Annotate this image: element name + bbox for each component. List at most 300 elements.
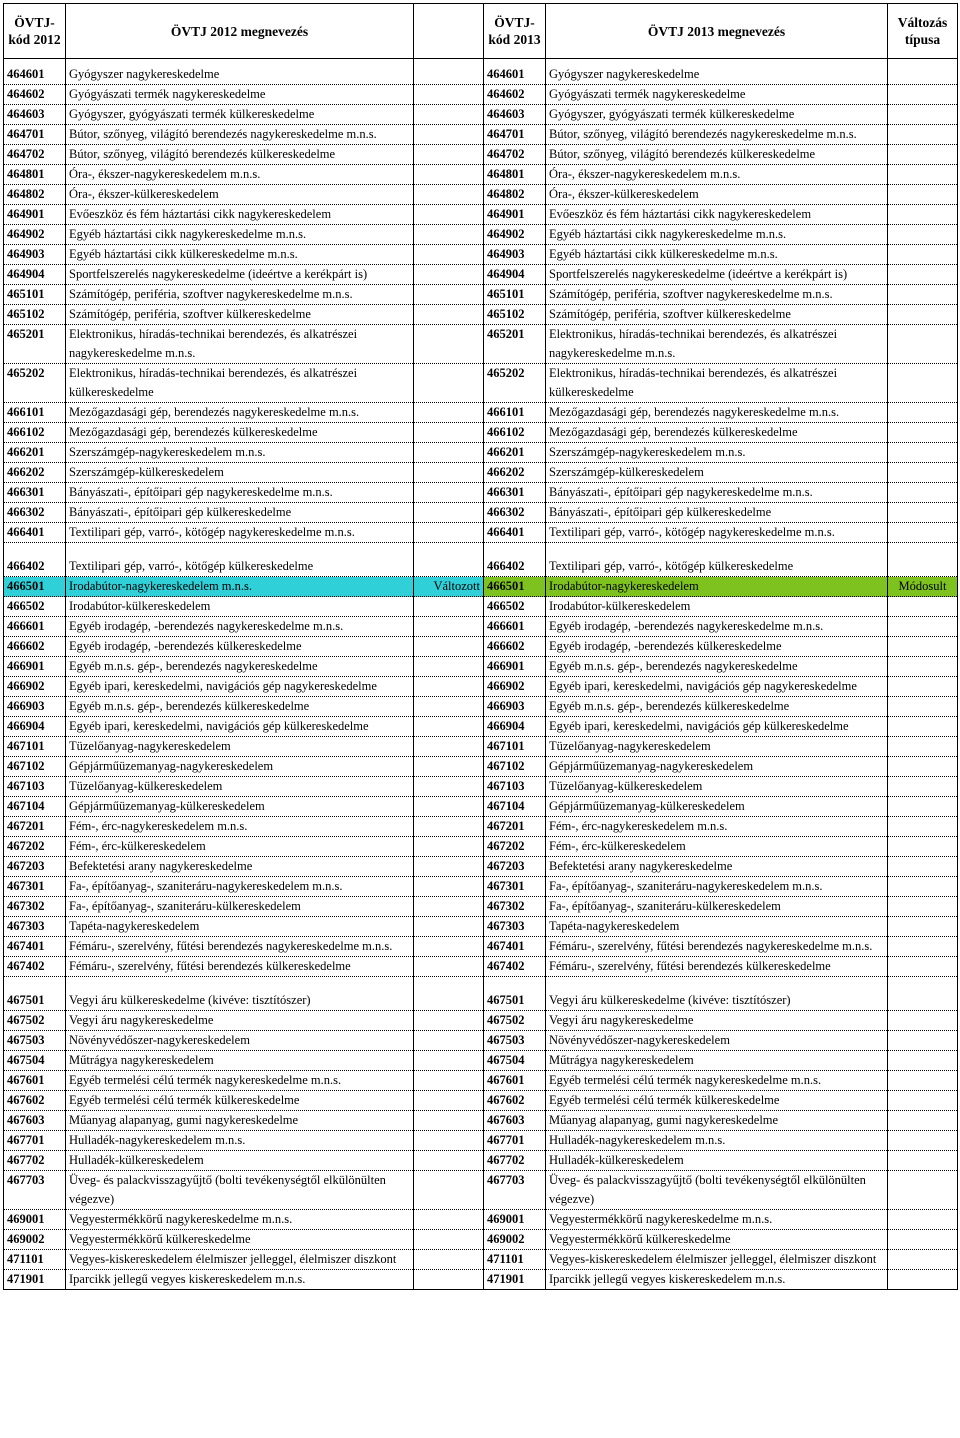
header-code-2012: ÖVTJ- kód 2012 [4, 4, 66, 59]
name-2013-cell: Vegyi áru nagykereskedelme [546, 1011, 888, 1031]
change-2012-cell [414, 543, 484, 577]
change-type-cell [888, 523, 958, 543]
name-2012-cell: Sportfelszerelés nagykereskedelme (ideértve a kerékpárt is) [66, 265, 414, 285]
table-row [4, 285, 958, 305]
code-2012-cell: 465202 [4, 364, 66, 403]
name-2013-cell: Egyéb termelési célú termék nagykereskedelme m.n.s. [546, 1071, 888, 1091]
name-2012-cell: Műtrágya nagykereskedelem [66, 1051, 414, 1071]
name-2013-cell: Irodabútor-külkereskedelem [546, 597, 888, 617]
table-row [4, 543, 958, 577]
change-type-cell [888, 857, 958, 877]
table-row [4, 105, 958, 125]
table-row [4, 85, 958, 105]
code-2012-cell: 467303 [4, 917, 66, 937]
table-body [4, 59, 958, 1290]
code-2013-cell: 466602 [484, 637, 546, 657]
change-type-cell [888, 1031, 958, 1051]
code-2013-cell: 467503 [484, 1031, 546, 1051]
name-2013-cell: Mezőgazdasági gép, berendezés nagykereskedelme m.n.s. [546, 403, 888, 423]
name-2012-cell: Vegyes-kiskereskedelem élelmiszer jelleggel, élelmiszer diszkont [66, 1250, 414, 1270]
name-2013-cell: Gépjárműüzemanyag-nagykereskedelem [546, 757, 888, 777]
name-2012-cell: Fémáru-, szerelvény, fűtési berendezés külkereskedelme [66, 957, 414, 977]
table-row [4, 637, 958, 657]
table-row [4, 265, 958, 285]
change-type-cell [888, 205, 958, 225]
name-2013-cell: Óra-, ékszer-nagykereskedelem m.n.s. [546, 165, 888, 185]
classification-table [3, 3, 958, 1290]
code-2013-cell: 467701 [484, 1131, 546, 1151]
name-2012-cell: Vegyi áru külkereskedelme (kivéve: tisztítószer) [66, 977, 414, 1011]
name-2012-cell: Növényvédőszer-nagykereskedelem [66, 1031, 414, 1051]
name-2013-cell: Hulladék-külkereskedelem [546, 1151, 888, 1171]
change-2012-cell [414, 1210, 484, 1230]
name-2012-cell: Gépjárműüzemanyag-külkereskedelem [66, 797, 414, 817]
change-type-cell [888, 265, 958, 285]
code-2013-cell: 466502 [484, 597, 546, 617]
table-row [4, 59, 958, 85]
code-2013-cell: 466202 [484, 463, 546, 483]
change-2012-cell [414, 1151, 484, 1171]
code-2012-cell: 464904 [4, 265, 66, 285]
name-2012-cell: Mezőgazdasági gép, berendezés külkereskedelme [66, 423, 414, 443]
name-2012-cell: Egyéb háztartási cikk külkereskedelme m.n.s. [66, 245, 414, 265]
table-row [4, 483, 958, 503]
change-2012-cell [414, 737, 484, 757]
change-type-cell [888, 145, 958, 165]
change-type-cell [888, 1151, 958, 1171]
name-2012-cell: Vegyestermékkörű nagykereskedelme m.n.s. [66, 1210, 414, 1230]
code-2012-cell: 466201 [4, 443, 66, 463]
table-row [4, 325, 958, 364]
change-type-cell [888, 817, 958, 837]
name-2012-cell: Számítógép, periféria, szoftver nagykereskedelme m.n.s. [66, 285, 414, 305]
name-2013-cell: Evőeszköz és fém háztartási cikk nagykereskedelem [546, 205, 888, 225]
change-2012-cell [414, 285, 484, 305]
code-2012-cell: 464901 [4, 205, 66, 225]
code-2012-cell: 467503 [4, 1031, 66, 1051]
table-row [4, 503, 958, 523]
change-type-cell [888, 325, 958, 364]
name-2012-cell: Befektetési arany nagykereskedelme [66, 857, 414, 877]
name-2012-cell: Hulladék-külkereskedelem [66, 1151, 414, 1171]
code-2013-cell: 464902 [484, 225, 546, 245]
code-2012-cell: 465102 [4, 305, 66, 325]
change-type-cell [888, 1071, 958, 1091]
code-2012-cell: 467601 [4, 1071, 66, 1091]
change-2012-cell [414, 503, 484, 523]
code-2013-cell: 466601 [484, 617, 546, 637]
change-type-cell [888, 225, 958, 245]
change-2012-cell [414, 957, 484, 977]
change-2012-cell [414, 523, 484, 543]
change-2012-cell [414, 597, 484, 617]
change-2012-cell [414, 1031, 484, 1051]
name-2012-cell: Mezőgazdasági gép, berendezés nagykereskedelme m.n.s. [66, 403, 414, 423]
code-2013-cell: 467603 [484, 1111, 546, 1131]
code-2012-cell: 466903 [4, 697, 66, 717]
code-2012-cell: 467102 [4, 757, 66, 777]
name-2013-cell: Bútor, szőnyeg, világító berendezés külkereskedelme [546, 145, 888, 165]
name-2012-cell: Egyéb ipari, kereskedelmi, navigációs gép nagykereskedelme [66, 677, 414, 697]
code-2012-cell: 466101 [4, 403, 66, 423]
code-2012-cell: 464801 [4, 165, 66, 185]
code-2012-cell: 467302 [4, 897, 66, 917]
change-2012-cell [414, 657, 484, 677]
change-type-cell [888, 597, 958, 617]
code-2013-cell: 464802 [484, 185, 546, 205]
header-blank [414, 4, 484, 59]
table-row [4, 185, 958, 205]
name-2013-cell: Egyéb termelési célú termék külkereskedelme [546, 1091, 888, 1111]
change-2012-cell [414, 1011, 484, 1031]
change-2012-cell [414, 305, 484, 325]
code-2012-cell: 464603 [4, 105, 66, 125]
table-row [4, 245, 958, 265]
name-2012-cell: Fa-, építőanyag-, szaniteráru-külkereskedelem [66, 897, 414, 917]
name-2012-cell: Óra-, ékszer-külkereskedelem [66, 185, 414, 205]
name-2012-cell: Gépjárműüzemanyag-nagykereskedelem [66, 757, 414, 777]
code-2013-cell: 464602 [484, 85, 546, 105]
change-type-cell [888, 637, 958, 657]
code-2013-cell: 466501 [484, 577, 546, 597]
code-2012-cell: 467201 [4, 817, 66, 837]
table-row [4, 917, 958, 937]
table-row [4, 817, 958, 837]
code-2013-cell: 464901 [484, 205, 546, 225]
name-2013-cell: Bányászati-, építőipari gép külkereskedelme [546, 503, 888, 523]
change-2012-cell [414, 85, 484, 105]
name-2013-cell: Egyéb m.n.s. gép-, berendezés nagykereskedelme [546, 657, 888, 677]
name-2012-cell: Fa-, építőanyag-, szaniteráru-nagykereskedelem m.n.s. [66, 877, 414, 897]
change-type-cell [888, 717, 958, 737]
code-2013-cell: 467703 [484, 1171, 546, 1210]
code-2013-cell: 467702 [484, 1151, 546, 1171]
change-2012-cell [414, 205, 484, 225]
name-2013-cell: Textilipari gép, varró-, kötőgép nagykereskedelme m.n.s. [546, 523, 888, 543]
table-row [4, 205, 958, 225]
change-2012-cell [414, 1250, 484, 1270]
table-row [4, 1151, 958, 1171]
change-type-cell [888, 364, 958, 403]
table-row [4, 877, 958, 897]
name-2013-cell: Egyéb ipari, kereskedelmi, navigációs gép nagykereskedelme [546, 677, 888, 697]
name-2013-cell: Üveg- és palackvisszagyűjtő (bolti tevékenységtől elkülönülten végezve) [546, 1171, 888, 1210]
name-2013-cell: Tüzelőanyag-külkereskedelem [546, 777, 888, 797]
name-2012-cell: Irodabútor-nagykereskedelem m.n.s. [66, 577, 414, 597]
name-2013-cell: Egyéb háztartási cikk külkereskedelme m.n.s. [546, 245, 888, 265]
code-2013-cell: 464701 [484, 125, 546, 145]
code-2012-cell: 466902 [4, 677, 66, 697]
change-2012-cell [414, 1131, 484, 1151]
name-2013-cell: Műanyag alapanyag, gumi nagykereskedelme [546, 1111, 888, 1131]
code-2013-cell: 466302 [484, 503, 546, 523]
header-code-2013: ÖVTJ- kód 2013 [484, 4, 546, 59]
table-row [4, 977, 958, 1011]
change-2012-cell [414, 265, 484, 285]
code-2013-cell: 467303 [484, 917, 546, 937]
change-type-cell [888, 837, 958, 857]
table-row [4, 1250, 958, 1270]
code-2013-cell: 466101 [484, 403, 546, 423]
table-row [4, 677, 958, 697]
name-2013-cell: Textilipari gép, varró-, kötőgép külkereskedelme [546, 543, 888, 577]
header-name-2013: ÖVTJ 2013 megnevezés [546, 4, 888, 59]
change-2012-cell [414, 1091, 484, 1111]
name-2012-cell: Iparcikk jellegű vegyes kiskereskedelem m.n.s. [66, 1270, 414, 1290]
code-2013-cell: 471901 [484, 1270, 546, 1290]
code-2013-cell: 466904 [484, 717, 546, 737]
code-2013-cell: 464903 [484, 245, 546, 265]
change-type-cell [888, 463, 958, 483]
name-2013-cell: Gépjárműüzemanyag-külkereskedelem [546, 797, 888, 817]
name-2012-cell: Számítógép, periféria, szoftver külkereskedelme [66, 305, 414, 325]
change-2012-cell [414, 245, 484, 265]
name-2013-cell: Sportfelszerelés nagykereskedelme (ideértve a kerékpárt is) [546, 265, 888, 285]
name-2012-cell: Gyógyászati termék nagykereskedelme [66, 85, 414, 105]
change-type-cell [888, 543, 958, 577]
name-2012-cell: Egyéb háztartási cikk nagykereskedelme m.n.s. [66, 225, 414, 245]
code-2013-cell: 467504 [484, 1051, 546, 1071]
name-2012-cell: Tüzelőanyag-nagykereskedelem [66, 737, 414, 757]
table-row [4, 1091, 958, 1111]
table-row [4, 737, 958, 757]
change-type-cell [888, 483, 958, 503]
header-name-2012: ÖVTJ 2012 megnevezés [66, 4, 414, 59]
name-2013-cell: Szerszámgép-nagykereskedelem m.n.s. [546, 443, 888, 463]
code-2012-cell: 465201 [4, 325, 66, 364]
name-2012-cell: Gyógyszer nagykereskedelme [66, 59, 414, 85]
name-2013-cell: Számítógép, periféria, szoftver külkereskedelme [546, 305, 888, 325]
change-2012-cell [414, 897, 484, 917]
code-2013-cell: 466402 [484, 543, 546, 577]
change-2012-cell [414, 443, 484, 463]
code-2013-cell: 466301 [484, 483, 546, 503]
change-2012-cell [414, 483, 484, 503]
name-2012-cell: Műanyag alapanyag, gumi nagykereskedelme [66, 1111, 414, 1131]
name-2012-cell: Fém-, érc-nagykereskedelem m.n.s. [66, 817, 414, 837]
change-type-cell [888, 1111, 958, 1131]
name-2012-cell: Gyógyszer, gyógyászati termék külkereskedelme [66, 105, 414, 125]
change-type-cell [888, 777, 958, 797]
code-2012-cell: 464902 [4, 225, 66, 245]
table-row [4, 577, 958, 597]
change-2012-cell [414, 717, 484, 737]
code-2012-cell: 466904 [4, 717, 66, 737]
table-row [4, 403, 958, 423]
code-2012-cell: 466302 [4, 503, 66, 523]
table-row [4, 1171, 958, 1210]
table-row [4, 777, 958, 797]
code-2012-cell: 467502 [4, 1011, 66, 1031]
code-2013-cell: 467301 [484, 877, 546, 897]
name-2013-cell: Szerszámgép-külkereskedelem [546, 463, 888, 483]
code-2012-cell: 467104 [4, 797, 66, 817]
change-type-cell [888, 245, 958, 265]
change-2012-cell [414, 697, 484, 717]
change-2012-cell [414, 1270, 484, 1290]
change-type-cell [888, 697, 958, 717]
code-2013-cell: 469002 [484, 1230, 546, 1250]
code-2012-cell: 469001 [4, 1210, 66, 1230]
code-2013-cell: 465201 [484, 325, 546, 364]
code-2013-cell: 467502 [484, 1011, 546, 1031]
code-2013-cell: 467103 [484, 777, 546, 797]
name-2013-cell: Óra-, ékszer-külkereskedelem [546, 185, 888, 205]
name-2013-cell: Fa-, építőanyag-, szaniteráru-külkereskedelem [546, 897, 888, 917]
code-2013-cell: 464801 [484, 165, 546, 185]
name-2013-cell: Mezőgazdasági gép, berendezés külkereskedelme [546, 423, 888, 443]
change-2012-cell [414, 125, 484, 145]
change-type-cell [888, 1011, 958, 1031]
code-2012-cell: 464701 [4, 125, 66, 145]
name-2012-cell: Elektronikus, híradás-technikai berendezés, és alkatrészei külkereskedelme [66, 364, 414, 403]
change-2012-cell [414, 105, 484, 125]
name-2012-cell: Elektronikus, híradás-technikai berendezés, és alkatrészei nagykereskedelme m.n.s. [66, 325, 414, 364]
table-row [4, 1011, 958, 1031]
code-2012-cell: 467103 [4, 777, 66, 797]
table-row [4, 305, 958, 325]
code-2013-cell: 467601 [484, 1071, 546, 1091]
change-type-cell [888, 1131, 958, 1151]
code-2012-cell: 467401 [4, 937, 66, 957]
name-2012-cell: Vegyi áru nagykereskedelme [66, 1011, 414, 1031]
table-row [4, 717, 958, 737]
code-2013-cell: 466902 [484, 677, 546, 697]
change-2012-cell [414, 837, 484, 857]
change-type-cell [888, 1171, 958, 1210]
change-2012-cell [414, 364, 484, 403]
name-2012-cell: Üveg- és palackvisszagyűjtő (bolti tevékenységtől elkülönülten végezve) [66, 1171, 414, 1210]
change-type-cell [888, 757, 958, 777]
table-row [4, 1210, 958, 1230]
change-type-cell [888, 937, 958, 957]
table-row [4, 1031, 958, 1051]
name-2012-cell: Textilipari gép, varró-, kötőgép külkereskedelme [66, 543, 414, 577]
code-2012-cell: 467501 [4, 977, 66, 1011]
code-2013-cell: 467602 [484, 1091, 546, 1111]
name-2013-cell: Vegyestermékkörű nagykereskedelme m.n.s. [546, 1210, 888, 1230]
code-2013-cell: 467201 [484, 817, 546, 837]
code-2012-cell: 464702 [4, 145, 66, 165]
table-row [4, 165, 958, 185]
header-change-type: Változás típusa [888, 4, 958, 59]
change-type-cell [888, 443, 958, 463]
table-row [4, 523, 958, 543]
change-2012-cell [414, 757, 484, 777]
name-2012-cell: Bányászati-, építőipari gép külkereskedelme [66, 503, 414, 523]
change-2012-cell [414, 637, 484, 657]
name-2013-cell: Vegyestermékkörű külkereskedelme [546, 1230, 888, 1250]
table-row [4, 1270, 958, 1290]
table-row [4, 225, 958, 245]
change-type-cell [888, 125, 958, 145]
change-2012-cell [414, 403, 484, 423]
name-2012-cell: Egyéb termelési célú termék nagykereskedelme m.n.s. [66, 1071, 414, 1091]
name-2012-cell: Fém-, érc-külkereskedelem [66, 837, 414, 857]
change-2012-cell [414, 1230, 484, 1250]
code-2012-cell: 467703 [4, 1171, 66, 1210]
name-2013-cell: Gyógyszer, gyógyászati termék külkereskedelme [546, 105, 888, 125]
table-row [4, 957, 958, 977]
name-2012-cell: Vegyestermékkörű külkereskedelme [66, 1230, 414, 1250]
code-2013-cell: 471101 [484, 1250, 546, 1270]
name-2013-cell: Tüzelőanyag-nagykereskedelem [546, 737, 888, 757]
table-row [4, 797, 958, 817]
name-2012-cell: Egyéb ipari, kereskedelmi, navigációs gép külkereskedelme [66, 717, 414, 737]
change-2012-cell [414, 1171, 484, 1210]
table-row [4, 125, 958, 145]
change-type-cell [888, 1091, 958, 1111]
code-2013-cell: 465102 [484, 305, 546, 325]
name-2013-cell: Fa-, építőanyag-, szaniteráru-nagykereskedelem m.n.s. [546, 877, 888, 897]
change-type-cell [888, 877, 958, 897]
change-type-cell [888, 737, 958, 757]
code-2012-cell: 464602 [4, 85, 66, 105]
change-2012-cell [414, 977, 484, 1011]
code-2013-cell: 467102 [484, 757, 546, 777]
change-type-cell [888, 85, 958, 105]
code-2012-cell: 466502 [4, 597, 66, 617]
table-row [4, 463, 958, 483]
name-2012-cell: Tüzelőanyag-külkereskedelem [66, 777, 414, 797]
name-2012-cell: Bányászati-, építőipari gép nagykereskedelme m.n.s. [66, 483, 414, 503]
code-2012-cell: 467504 [4, 1051, 66, 1071]
code-2012-cell: 467301 [4, 877, 66, 897]
code-2012-cell: 466501 [4, 577, 66, 597]
table-row [4, 937, 958, 957]
name-2013-cell: Elektronikus, híradás-technikai berendezés, és alkatrészei külkereskedelme [546, 364, 888, 403]
change-type-cell [888, 917, 958, 937]
table-row [4, 897, 958, 917]
name-2013-cell: Számítógép, periféria, szoftver nagykereskedelme m.n.s. [546, 285, 888, 305]
change-2012-cell [414, 225, 484, 245]
code-2013-cell: 464601 [484, 59, 546, 85]
change-type-cell [888, 305, 958, 325]
name-2013-cell: Egyéb ipari, kereskedelmi, navigációs gép külkereskedelme [546, 717, 888, 737]
change-2012-cell [414, 797, 484, 817]
change-type-cell [888, 423, 958, 443]
change-type-cell: Módosult [888, 577, 958, 597]
name-2012-cell: Szerszámgép-nagykereskedelem m.n.s. [66, 443, 414, 463]
code-2012-cell: 466301 [4, 483, 66, 503]
table-row [4, 423, 958, 443]
code-2012-cell: 466901 [4, 657, 66, 677]
change-2012-cell [414, 1071, 484, 1091]
change-2012-cell [414, 677, 484, 697]
table-row [4, 837, 958, 857]
change-type-cell [888, 1270, 958, 1290]
code-2013-cell: 467302 [484, 897, 546, 917]
change-type-cell [888, 1051, 958, 1071]
change-2012-cell [414, 1051, 484, 1071]
code-2012-cell: 466202 [4, 463, 66, 483]
code-2013-cell: 467501 [484, 977, 546, 1011]
change-type-cell [888, 657, 958, 677]
code-2013-cell: 465202 [484, 364, 546, 403]
code-2012-cell: 471101 [4, 1250, 66, 1270]
code-2012-cell: 466102 [4, 423, 66, 443]
name-2013-cell: Gyógyszer nagykereskedelme [546, 59, 888, 85]
change-type-cell [888, 285, 958, 305]
code-2012-cell: 466402 [4, 543, 66, 577]
change-2012-cell [414, 59, 484, 85]
name-2013-cell: Műtrágya nagykereskedelem [546, 1051, 888, 1071]
name-2013-cell: Irodabútor-nagykereskedelem [546, 577, 888, 597]
name-2012-cell: Bútor, szőnyeg, világító berendezés nagykereskedelme m.n.s. [66, 125, 414, 145]
name-2013-cell: Gyógyászati termék nagykereskedelme [546, 85, 888, 105]
name-2013-cell: Egyéb m.n.s. gép-, berendezés külkereskedelme [546, 697, 888, 717]
name-2013-cell: Iparcikk jellegű vegyes kiskereskedelem m.n.s. [546, 1270, 888, 1290]
